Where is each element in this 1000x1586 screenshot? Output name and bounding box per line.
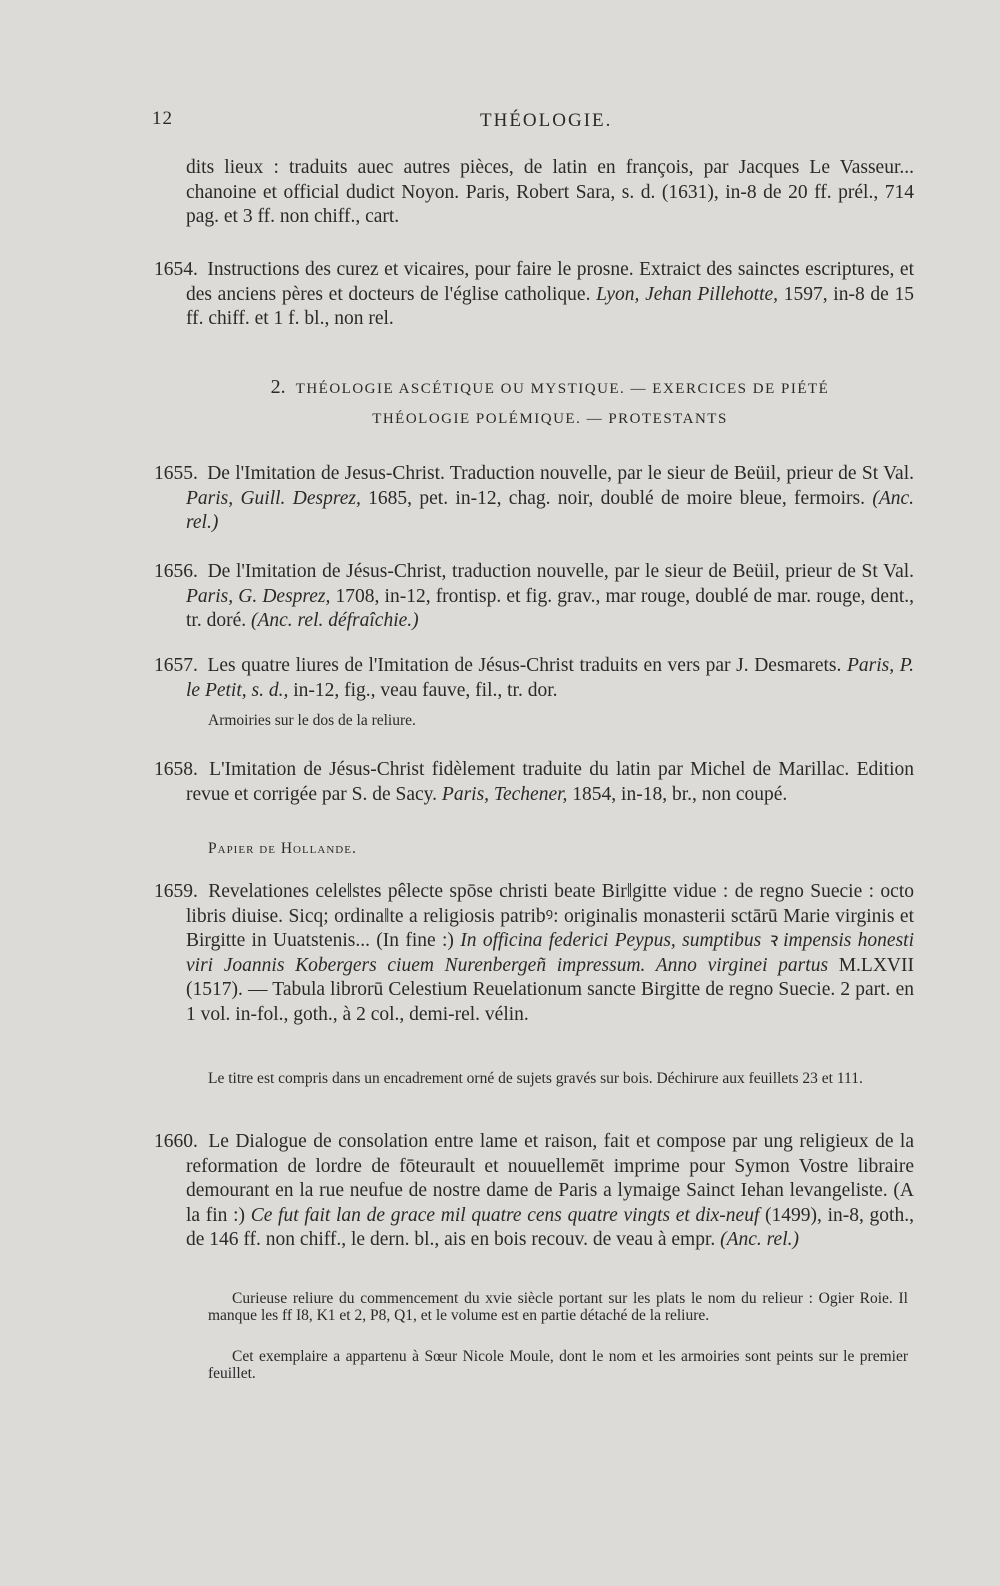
entry-1657: [154, 654, 915, 703]
entry-title: Le Dialogue de consolation entre lame et raison, fait et compose par ung religieux de la reformation de lordre de fōteurault et nouuellemēt imprime pour Symon Vostre libraire demourant en la rue neufue de nostre dame de Paris a lymaige Sainct Iehan levangeliste. (A la fin :): [186, 1131, 914, 1226]
entry-1655: [154, 462, 915, 536]
continuation-paragraph: dits lieux : traduits auec autres pièces, de latin en françois, par Jacques Le Vasseur... chanoine et official dudict Noyon. Paris, Robert Sara, s. d. (1631), in-8 de 20 ff. prél., 714 pag. et 3 ff. non chiff., cart.: [186, 157, 914, 227]
entry-imprint: Paris, Techener,: [441, 783, 568, 805]
entry-1656: [154, 560, 915, 634]
entry-title: Revelationes cele‖stes pêlecte spōse christi beate Bir‖gitte vidue : de regno Suecie : octo libris diuise. Sicq; ordina‖te a religiosis patribꝰ: originalis monasterii sctārū Marie virginis et Birgitte in Uuatstenis... (In fine :): [186, 881, 914, 951]
entry-number: 1658.: [154, 759, 198, 780]
section-line-2: THÉOLOGIE POLÉMIQUE. — PROTESTANTS: [372, 411, 728, 427]
entry-title: De l'Imitation de Jésus-Christ, traduction nouvelle, par le sieur de Beüil, prieur de St Val.: [207, 561, 915, 582]
entry-number: 1660.: [154, 1131, 198, 1152]
entry-colophon: Ce fut fait lan de grace mil quatre cens quatre vingts et dix-neuf: [250, 1204, 760, 1226]
entry-1660-note-1: Curieuse reliure du commencement du xvie siècle portant sur les plats le nom du relieur : Ogier Roie. Il manque les ff I8, K1 et 2, P8, Q1, et le volume est en partie détaché de la reliure.: [208, 1290, 908, 1324]
section-heading: [160, 372, 940, 434]
entry-binding: (Anc. rel. défraîchie.): [250, 610, 419, 631]
page-header: [0, 108, 1000, 138]
entry-details: 1597, in-8 de 15 ff. chiff. et 1 f. bl., non rel.: [186, 283, 914, 329]
entry-1654: [154, 258, 915, 332]
section-number: 2.: [270, 376, 286, 398]
entry-colophon: In officina federici Peypus, sumptibus ꝛ impensis honesti viri Joannis Kobergers ciuem Nurenbergeñ impressum. Anno virginei partus: [186, 930, 914, 976]
entry-binding: (Anc. rel.): [186, 487, 915, 533]
entry-1658-note: Papier de Hollande.: [208, 840, 357, 857]
entry-imprint: Lyon, Jehan Pillehotte,: [596, 283, 779, 305]
entry-details: M.LXVII (1517). — Tabula librorū Celestium Reuelationum sancte Birgitte de regno Suecie. 2 part. en 1 vol. in-fol., goth., à 2 col., demi-rel. vélin.: [186, 954, 914, 1025]
entry-number: 1654.: [154, 259, 198, 280]
entry-1659: [154, 880, 914, 1027]
entry-1660: [154, 1130, 914, 1253]
entry-binding: (Anc. rel.): [720, 1229, 799, 1250]
entry-details: 1708, in-12, frontisp. et fig. grav., mar rouge, doublé de mar. rouge, dent., tr. doré.: [186, 585, 914, 631]
entry-number: 1659.: [154, 881, 198, 902]
entry-1657-note: Armoiries sur le dos de la reliure.: [208, 712, 416, 729]
entry-imprint: Paris, G. Desprez,: [186, 585, 331, 607]
entry-number: 1656.: [154, 561, 198, 582]
running-head: THÉOLOGIE.: [480, 110, 613, 131]
entry-title: Instructions des curez et vicaires, pour faire le prosne. Extraict des sainctes escriptures, et des anciens pères et docteurs de l'église catholique.: [186, 259, 915, 305]
entry-1658: [154, 758, 914, 807]
entry-details: (1499), in-8, goth., de 146 ff. non chiff., le dern. bl., ais en bois recouv. de veau à empr.: [186, 1204, 914, 1250]
page-number: 12: [152, 108, 173, 129]
section-title-1: THÉOLOGIE ASCÉTIQUE OU MYSTIQUE. — EXERCICES DE PIÉTÉ: [295, 381, 830, 397]
section-line-1: [160, 372, 940, 404]
entry-details: in-12, fig., veau fauve, fil., tr. dor.: [293, 679, 558, 701]
entry-title: Les quatre liures de l'Imitation de Jésus-Christ traduits en vers par J. Desmarets.: [207, 655, 842, 676]
entry-1659-note: Le titre est compris dans un encadrement orné de sujets gravés sur bois. Déchirure aux feuillets 23 et 111.: [208, 1070, 863, 1087]
entry-number: 1655.: [154, 463, 198, 484]
entry-title: L'Imitation de Jésus-Christ fidèlement traduite du latin par Michel de Marillac. Edition revue et corrigée par S. de Sacy.: [186, 759, 914, 805]
entry-1660-note-2: Cet exemplaire a appartenu à Sœur Nicole Moule, dont le nom et les armoiries sont peints sur le premier feuillet.: [208, 1348, 908, 1382]
entry-details: 1854, in-18, br., non coupé.: [572, 783, 788, 805]
entry-imprint: Paris, P. le Petit, s. d.,: [186, 655, 915, 701]
entry-imprint: Paris, Guill. Desprez,: [186, 487, 361, 509]
entry-details: 1685, pet. in-12, chag. noir, doublé de moire bleue, fermoirs.: [368, 487, 865, 509]
entry-title: De l'Imitation de Jesus-Christ. Traduction nouvelle, par le sieur de Beüil, prieur de St Val.: [207, 463, 914, 484]
entry-number: 1657.: [154, 655, 198, 676]
